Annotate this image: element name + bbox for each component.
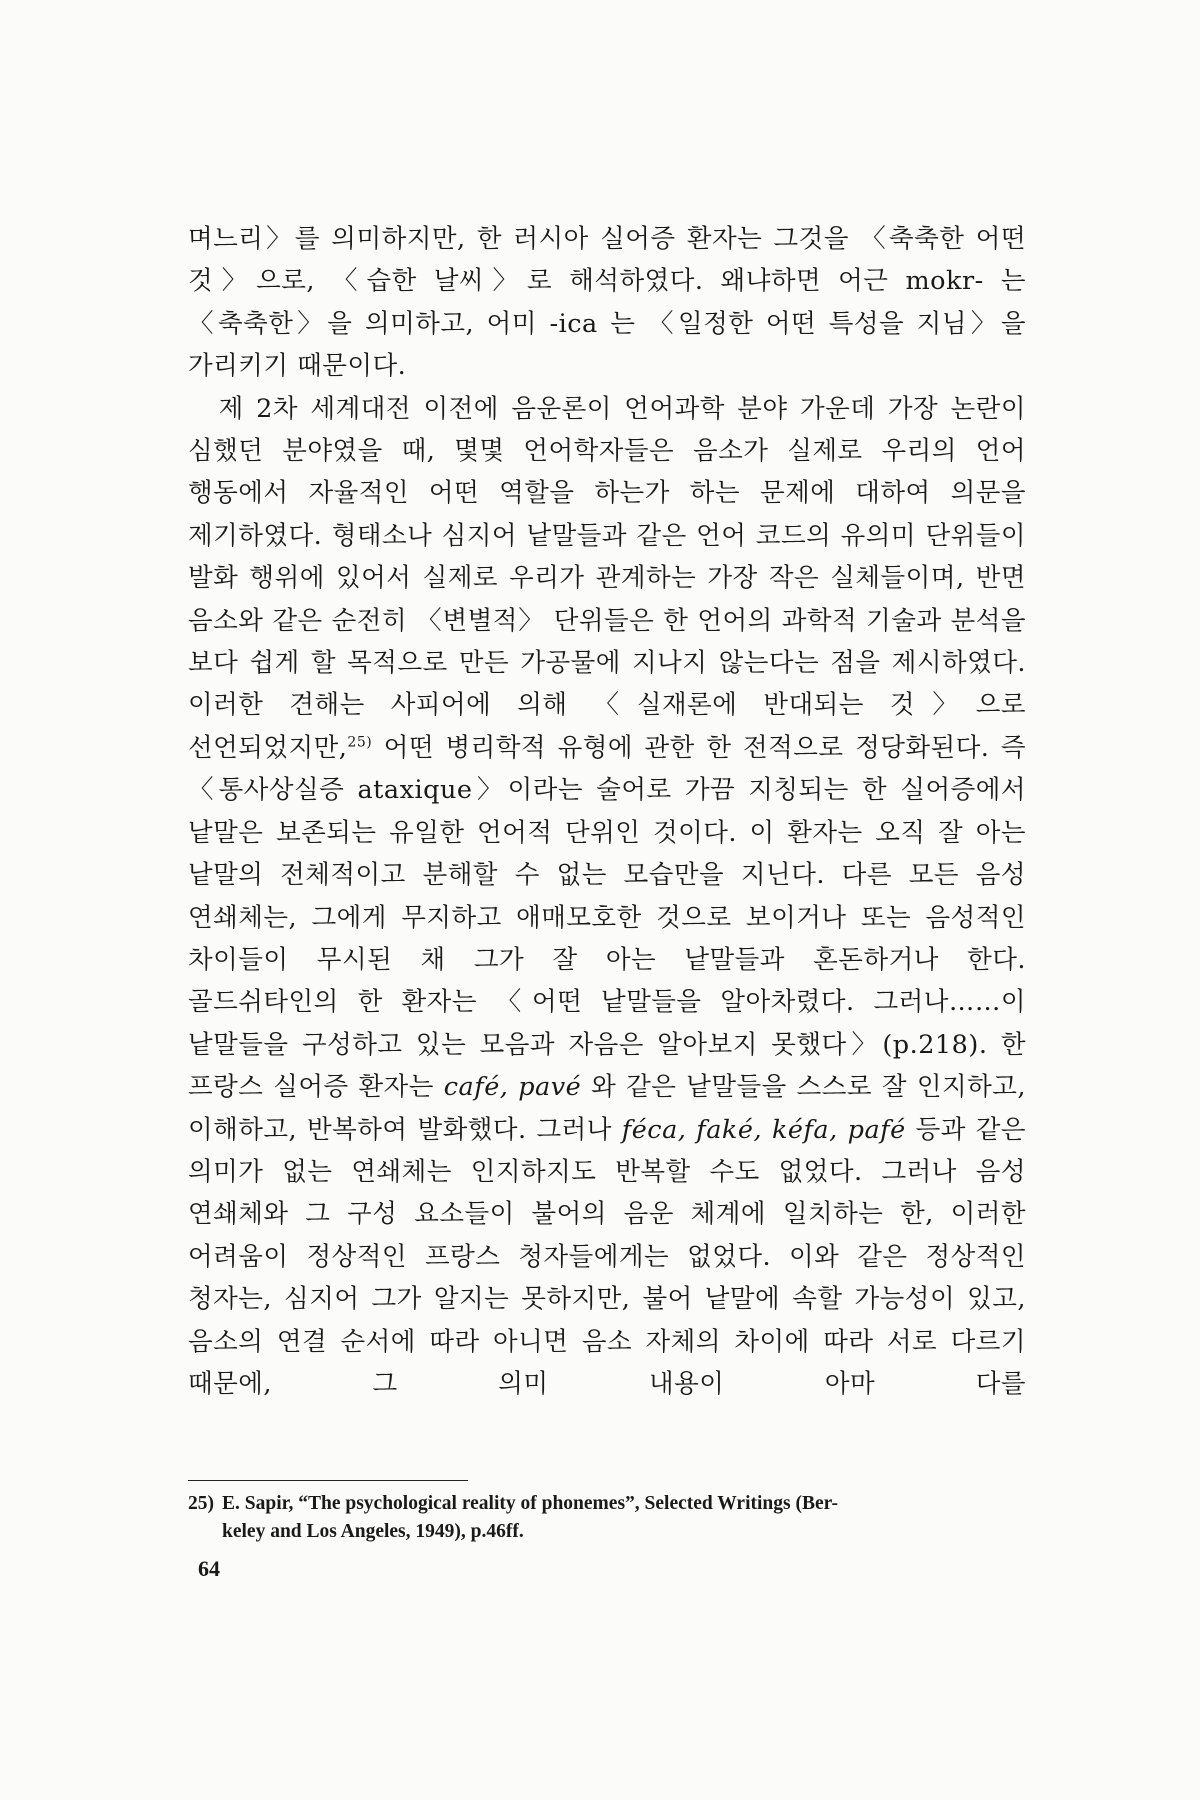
paragraph-2-continued-3: 등과 같은 의미가 없는 연쇄체는 인지하지도 반복할 수도 없었다. 그러나 음성 연쇄체와 그 구성 요소들이 불어의 음운 체계에 일치하는 한, 이러한 어려움이 정상적인 프랑스 청자들에게는 없었다. 이와 같은 정상적인 청자는, 심지어 그가 알지는 못하지만, 불어 낱말에 속할 가능성이 있고, 음소의 연결 순서에 따라 아니면 음소 자체의 차이에 따라 서로 다르기 때문에, 그 의미 내용이 아마 다를 [188,1114,1026,1399]
footnote [188,1490,1026,1546]
footnote-reference: 25) [347,734,373,751]
paragraph-2-text: 제 2차 세계대전 이전에 음운론이 언어과학 분야 가운데 가장 논란이 심했던 분야였을 때, 몇몇 언어학자들은 음소가 실제로 우리의 언어 행동에서 자율적인 어떤 역할을 하는가 하는 문제에 대하여 의문을 제기하였다. 형태소나 심지어 낱말들과 같은 언어 코드의 유의미 단위들이 발화 행위에 있어서 실제로 우리가 관계하는 가장 작은 실체들이며, 반면 음소와 같은 순전히 〈변별적〉 단위들은 한 언어의 과학적 기술과 분석을 보다 쉽게 할 목적으로 만든 가공물에 지나지 않는다는 점을 제시하였다. 이러한 견해는 사피어에 의해 〈실재론에 반대되는 것〉으로 선언되었지만, [188,393,1026,763]
footnote-line-2: keley and Los Angeles, 1949), p.46ff. [222,1521,524,1542]
footnote-text-1: E. Sapir, “The psychological reality of phonemes”, Selected Writings (Ber- [222,1493,839,1514]
paragraph-2-continued-2: 와 같은 낱말들을 스스로 잘 인지하고, 이해하고, 반복하여 발화했다. 그러나 [188,1072,1026,1145]
footnote-number: 25) [188,1493,214,1514]
french-words-nonsense: féca, faké, kéfa, pafé [621,1114,906,1145]
body-text [188,218,1026,1405]
page-number: 64 [198,1556,220,1581]
french-words-real: café, pavé [443,1072,582,1103]
paragraph-2-continued: 어떤 병리학적 유형에 관한 한 전적으로 정당화된다. 즉 〈통사상실증 ataxique〉이라는 술어로 가끔 지칭되는 한 실어증에서 낱말은 보존되는 유일한 언어적 단위인 것이다. 이 환자는 오직 잘 아는 낱말의 전체적이고 분해할 수 없는 모습만을 지닌다. 다른 모든 음성 연쇄체는, 그에게 무지하고 애매모호한 것으로 보이거나 또는 음성적인 차이들이 무시된 채 그가 잘 아는 낱말들과 혼돈하거나 한다. 골드쉬타인의 한 환자는 〈어떤 낱말들을 알아차렸다. 그러나……이 낱말들을 구성하고 있는 모음과 자음은 알아보지 못했다〉(p.218). 한 프랑스 실어증 환자는 [188,732,1027,1103]
paragraph-1: 며느리〉를 의미하지만, 한 러시아 실어증 환자는 그것을 〈축축한 어떤 것〉으로, 〈습한 날씨〉로 해석하였다. 왜냐하면 어근 mokr- 는 〈축축한〉을 의미하고, 어미 -ica 는 〈일정한 어떤 특성을 지님〉을 가리키기 때문이다. [188,224,1026,382]
footnote-line-1 [188,1490,1026,1518]
footnote-rule [188,1480,468,1481]
paragraph-2 [188,388,1026,1406]
